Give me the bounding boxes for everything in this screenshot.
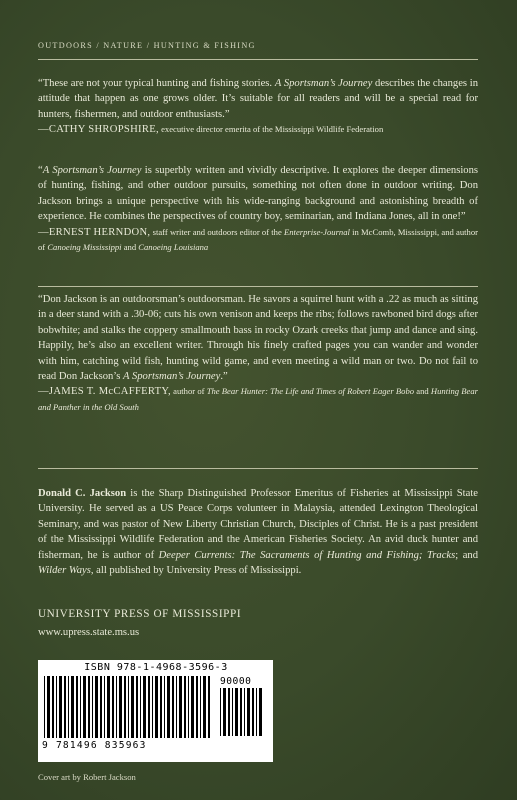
barcode-bar bbox=[196, 676, 198, 738]
barcode-bar bbox=[143, 676, 146, 738]
bio-rule bbox=[38, 468, 478, 469]
barcode-bar bbox=[68, 676, 69, 738]
barcode-bar bbox=[59, 676, 62, 738]
attribution-herndon: —ERNEST HERNDON, staff writer and outdoors editor of the Enterprise-Journal in McComb, Mississippi, and author of Canoeing Mississippi and Canoeing Louisiana bbox=[38, 226, 479, 253]
publisher-url: www.upress.state.ms.us bbox=[38, 627, 140, 638]
barcode-bar bbox=[164, 676, 165, 738]
barcode-bar bbox=[228, 688, 230, 736]
barcode-bar bbox=[80, 676, 81, 738]
barcode-bar bbox=[107, 676, 110, 738]
barcode-bar bbox=[235, 688, 238, 736]
price-barcode-bars bbox=[220, 688, 268, 736]
barcode-bar bbox=[95, 676, 98, 738]
barcode-bar bbox=[184, 676, 186, 738]
barcode-bar bbox=[200, 676, 201, 738]
barcode-bar bbox=[208, 676, 210, 738]
quote-herndon: “A Sportsman’s Journey is superbly written and vividly descriptive. It explores the deeper dimensions of hunting, fishing, and other outdoor pursuits, something not often done in outdoor writing. Don Jackson brings a unique perspective with his wide-ranging background and astonishing breadth of experience. He combines the perspectives of country boy, seminarian, and Indiana Jones, all in one!” —ERNEST HERNDON, staff writer and outdoors editor of the Enterprise-Journal in McComb, Mississippi, and author of Canoeing Mississippi and Canoeing Louisiana bbox=[38, 165, 479, 253]
barcode-bar bbox=[244, 688, 245, 736]
price-code: 90000 bbox=[220, 676, 252, 687]
barcode-bar bbox=[223, 688, 226, 736]
barcode-bar bbox=[88, 676, 90, 738]
barcode-bar bbox=[220, 688, 221, 736]
barcode-bar bbox=[240, 688, 242, 736]
quote-shropshire: “These are not your typical hunting and fishing stories. A Sportsman’s Journey describes the changes in attitude that happen as one grows older. It’s suitable for all readers and will be a special read for hunters, fishermen, and outdoor enthusiasts.” —CATHY SHROPSHIRE, executive director emerita of the Mississippi Wildlife Federation bbox=[38, 78, 479, 136]
barcode-bar bbox=[155, 676, 158, 738]
barcode-bar bbox=[128, 676, 129, 738]
barcode-bar bbox=[176, 676, 177, 738]
barcode-bar bbox=[71, 676, 74, 738]
author-name: Donald C. Jackson bbox=[38, 488, 127, 499]
barcode-bar bbox=[179, 676, 182, 738]
barcode-bar bbox=[256, 688, 257, 736]
barcode-bar bbox=[64, 676, 66, 738]
barcode-bar bbox=[119, 676, 122, 738]
publisher-name: UNIVERSITY PRESS OF MISSISSIPPI bbox=[38, 608, 242, 620]
author-bio: Donald C. Jackson is the Sharp Distinguished Professor Emeritus of Fisheries at Mississippi State University. He served as a US Peace Corps volunteer in Malaysia, attended Lexington Theological Seminary, and was pastor of New Liberty Christian Church, Disciples of Christ. He is a past president of the Mississippi Wildlife Federation and the American Fisheries Society. An avid duck hunter and fisherman, he is author of Deeper Currents: The Sacraments of Hunting and Fishing; Tracks; and Wilder Ways, all published by University Press of Mississippi. bbox=[38, 488, 479, 577]
barcode-bar bbox=[56, 676, 57, 738]
barcode-bar bbox=[148, 676, 150, 738]
barcode-bar bbox=[136, 676, 138, 738]
barcode-bar bbox=[52, 676, 54, 738]
top-rule bbox=[38, 59, 478, 60]
quote-mccafferty: “Don Jackson is an outdoorsman’s outdoorsman. He savors a squirrel hunt with a .22 as much as sitting in a deer stand with a .30-06; cuts his own venison and keeps the ribs; follows rawboned bird dogs after bobwhite; and stalks the coppery smallmouth bass in rocky Ozark creeks that jump and dance and sing. Happily, he’s also an excellent writer. Through his finely crafted pages you can wander and wonder with him, catching wild fish, hunting wild game, and even meeting a wild man or two. Do not fail to read Don Jackson’s A Sportsman’s Journey.” —JAMES T. McCAFFERTY, author of The Bear Hunter: The Life and Times of Robert Eager Bobo and Hunting Bear and Panther in the Old South bbox=[38, 294, 478, 412]
barcode-bar bbox=[44, 676, 45, 738]
barcode-bar bbox=[124, 676, 126, 738]
barcode-bar bbox=[92, 676, 93, 738]
barcode-bar bbox=[203, 676, 206, 738]
barcode-bar bbox=[259, 688, 262, 736]
attribution-mccafferty: —JAMES T. McCAFFERTY, author of The Bear Hunter: The Life and Times of Robert Eager Bobo and Hunting Bear and Panther in the Old South bbox=[38, 386, 478, 412]
barcode-bar bbox=[83, 676, 86, 738]
barcode-bar bbox=[131, 676, 134, 738]
isbn-label: ISBN 978-1-4968-3596-3 bbox=[84, 662, 228, 673]
barcode-bar bbox=[116, 676, 117, 738]
barcode-bar bbox=[172, 676, 174, 738]
cover-credit: Cover art by Robert Jackson bbox=[38, 772, 136, 782]
barcode-bar bbox=[247, 688, 250, 736]
barcode-bar bbox=[252, 688, 254, 736]
barcode-digits: 9 781496 835963 bbox=[42, 740, 147, 751]
barcode-bar bbox=[140, 676, 141, 738]
barcode-bar bbox=[100, 676, 102, 738]
barcode-bar bbox=[76, 676, 78, 738]
attribution-shropshire: —CATHY SHROPSHIRE, executive director emerita of the Mississippi Wildlife Federation bbox=[38, 124, 384, 136]
isbn-barcode bbox=[38, 660, 273, 762]
barcode-bar bbox=[152, 676, 153, 738]
barcode-bar bbox=[167, 676, 170, 738]
barcode-bar bbox=[112, 676, 114, 738]
barcode-bar bbox=[191, 676, 194, 738]
barcode-bar bbox=[47, 676, 50, 738]
category-label: OUTDOORS / NATURE / HUNTING & FISHING bbox=[38, 41, 256, 50]
barcode-bar bbox=[232, 688, 233, 736]
barcode-bar bbox=[160, 676, 162, 738]
barcode-bar bbox=[188, 676, 189, 738]
barcode-bar bbox=[104, 676, 105, 738]
barcode-bars bbox=[44, 676, 214, 738]
middle-rule bbox=[38, 286, 478, 287]
